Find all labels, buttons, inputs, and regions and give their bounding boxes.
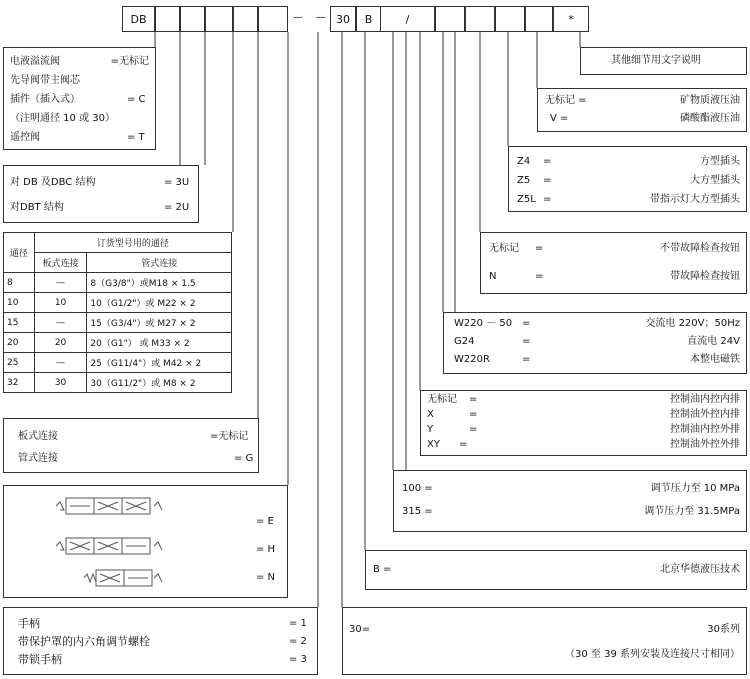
- valve-symbol-h-icon: [54, 534, 164, 558]
- code-dash: —: [293, 12, 303, 23]
- adjustment-label: 带保护罩的内六角调节螺栓: [18, 635, 150, 648]
- table-cell: 15（G3/4"）或 M27 × 2: [87, 313, 232, 333]
- table-cell: 20: [4, 333, 35, 353]
- code-dash: —: [316, 12, 326, 23]
- table-cell: 15: [4, 313, 35, 333]
- control-eq: =: [469, 409, 478, 420]
- control-eq: =: [469, 424, 478, 435]
- adjustment-value: = 3: [289, 654, 307, 665]
- structure-box: [3, 165, 199, 223]
- code-cell-star: *: [553, 6, 589, 32]
- power-eq: =: [522, 336, 531, 347]
- code-cell: [233, 6, 258, 32]
- valve-symbol-box: [3, 485, 288, 598]
- pressure-box: [393, 470, 747, 532]
- code-cell: [435, 6, 465, 32]
- plug-desc: 大方型插头: [690, 175, 740, 186]
- table-cell: 25（G11/4"）或 M42 × 2: [87, 353, 232, 373]
- structure-label: 对 DB 及DBC 结构: [10, 177, 96, 188]
- code-cell: [205, 6, 233, 32]
- control-desc: 控制油外控内排: [670, 409, 740, 420]
- plug-desc: 方型插头: [700, 156, 740, 167]
- table-cell: —: [34, 353, 87, 373]
- manufacturer-box: [365, 550, 747, 590]
- pressure-code: 100 =: [402, 483, 433, 494]
- symbol-value-h: = H: [256, 544, 276, 555]
- plug-box: [508, 146, 747, 212]
- code-cell: [465, 6, 495, 32]
- details-text: 其他细节用文字说明: [611, 55, 701, 66]
- structure-value: = 3U: [164, 177, 190, 188]
- series-code: 30=: [349, 624, 371, 635]
- table-cell: 25: [4, 353, 35, 373]
- code-cell-slash: /: [381, 6, 435, 32]
- adjustment-value: = 2: [289, 636, 307, 647]
- power-desc: 交流电 220V；50Hz: [645, 318, 740, 329]
- structure-value: = 2U: [164, 202, 190, 213]
- details-box: [580, 47, 747, 75]
- power-code: W220R: [454, 354, 490, 365]
- connection-label: 板式连接: [18, 431, 58, 442]
- valve-type-value: = C: [127, 94, 146, 105]
- table-cell: 20（G1"） 或 M33 × 2: [87, 333, 232, 353]
- table-header-group: 订货型号用的通径: [34, 233, 231, 253]
- nominal-size-table: [3, 232, 232, 393]
- connection-label: 管式连接: [18, 453, 58, 464]
- control-oil-box: [420, 390, 747, 456]
- control-desc: 控制油外控外排: [670, 439, 740, 450]
- control-code: 无标记: [427, 394, 457, 405]
- control-code: XY: [427, 439, 440, 450]
- adjustment-label: 手柄: [18, 617, 40, 630]
- valve-type-box: [3, 47, 156, 150]
- fault-desc: 不带故障检查按钮: [660, 243, 740, 254]
- valve-type-label: 插件（插入式）: [10, 94, 80, 105]
- symbol-value-n: = N: [256, 572, 276, 583]
- fault-desc: 带故障检查按钮: [670, 271, 740, 282]
- code-cell: [180, 6, 205, 32]
- table-cell: 32: [4, 373, 35, 393]
- adjustment-value: = 1: [289, 618, 307, 629]
- power-desc: 本整电磁铁: [690, 354, 740, 365]
- fluid-code: V =: [550, 113, 569, 124]
- valve-symbol-n-icon: [84, 566, 164, 590]
- connection-box: [3, 418, 259, 473]
- power-box: [443, 312, 747, 374]
- code-cell-b: B: [356, 6, 381, 32]
- power-eq: =: [522, 318, 531, 329]
- connection-value: =无标记: [210, 431, 249, 442]
- valve-type-label: 先导阀带主阀芯: [10, 75, 80, 86]
- table-cell: 20: [34, 333, 87, 353]
- valve-type-value: =无标记: [110, 56, 149, 67]
- plug-eq: =: [543, 194, 552, 205]
- adjustment-box: [3, 607, 318, 675]
- pressure-desc: 调节压力至 10 MPa: [650, 483, 740, 494]
- table-cell: 30: [34, 373, 87, 393]
- fault-eq: =: [535, 243, 544, 254]
- table-cell: —: [34, 313, 87, 333]
- structure-label: 对DBT 结构: [10, 202, 64, 213]
- power-code: W220 － 50: [454, 318, 513, 329]
- table-header-pipe: 管式连接: [87, 253, 232, 273]
- table-cell: 10（G1/2"）或 M22 × 2: [87, 293, 232, 313]
- plug-code: Z4: [517, 156, 531, 167]
- control-eq: =: [469, 394, 478, 405]
- table-cell: 10: [4, 293, 35, 313]
- series-desc: 30系列: [707, 624, 740, 635]
- series-note: （30 至 39 系列安装及连接尺寸相同）: [565, 649, 740, 660]
- table-row: [4, 273, 232, 293]
- code-cell: [495, 6, 525, 32]
- code-cell: [258, 6, 288, 32]
- adjustment-label: 带锁手柄: [18, 653, 62, 666]
- pressure-desc: 调节压力至 31.5MPa: [644, 506, 740, 517]
- valve-type-label: 电液溢流阀: [10, 56, 60, 67]
- control-code: Y: [427, 424, 434, 435]
- table-header-size: 通径: [4, 233, 35, 273]
- table-cell: 8: [4, 273, 35, 293]
- table-row: [4, 313, 232, 333]
- fluid-code: 无标记 =: [545, 95, 587, 106]
- power-code: G24: [454, 336, 475, 347]
- code-cell-db: DB: [122, 6, 155, 32]
- table-header-plate: 板式连接: [34, 253, 87, 273]
- pressure-code: 315 =: [402, 506, 433, 517]
- table-row: [4, 293, 232, 313]
- manufacturer-desc: 北京华德液压技术: [660, 564, 740, 575]
- fault-button-box: [480, 232, 747, 294]
- code-cell: [155, 6, 180, 32]
- valve-type-label: （注明通径 10 或 30）: [10, 113, 115, 124]
- code-cell: [525, 6, 553, 32]
- valve-symbol-e-icon: [54, 494, 164, 518]
- table-row: [4, 333, 232, 353]
- code-cell-series: 30: [330, 6, 356, 32]
- table-cell: —: [34, 273, 87, 293]
- table-row: [4, 353, 232, 373]
- valve-type-label: 遥控阀: [10, 132, 40, 143]
- fluid-box: [537, 88, 747, 132]
- table-cell: 10: [34, 293, 87, 313]
- fault-code: 无标记: [489, 243, 519, 254]
- control-desc: 控制油内控内排: [670, 394, 740, 405]
- plug-eq: =: [543, 175, 552, 186]
- manufacturer-code: B =: [373, 564, 392, 575]
- table-row: [4, 373, 232, 393]
- plug-code: Z5L: [517, 194, 536, 205]
- symbol-value-e: = E: [256, 516, 274, 527]
- valve-type-value: = T: [127, 132, 145, 143]
- fluid-desc: 矿物质液压油: [680, 95, 740, 106]
- table-cell: 30（G11/2"）或 M8 × 2: [87, 373, 232, 393]
- control-eq: =: [459, 439, 468, 450]
- control-desc: 控制油内控外排: [670, 424, 740, 435]
- plug-eq: =: [543, 156, 552, 167]
- table-cell: 8（G3/8"）或M18 × 1.5: [87, 273, 232, 293]
- power-desc: 直流电 24V: [687, 336, 740, 347]
- fault-code: N: [489, 271, 497, 282]
- series-box: [342, 607, 747, 675]
- power-eq: =: [522, 354, 531, 365]
- connection-value: = G: [234, 453, 254, 464]
- fluid-desc: 磷酸酯液压油: [680, 113, 740, 124]
- fault-eq: =: [535, 271, 544, 282]
- plug-code: Z5: [517, 175, 531, 186]
- control-code: X: [427, 409, 434, 420]
- plug-desc: 带指示灯大方型插头: [650, 194, 740, 205]
